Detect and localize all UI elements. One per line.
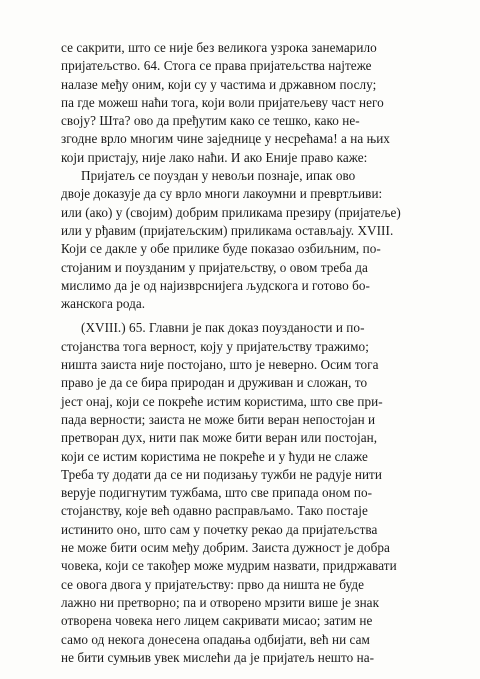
text-line: згодне врло многим чине заједнице у несрећама! а на њих	[61, 131, 390, 147]
text-line: своју? Шта? ово да пређутим како се тешко, како не-	[61, 113, 360, 129]
text-line: стојанства тога верност, коју у пријатељству тражимо;	[61, 338, 369, 354]
text-line: или (ако) у (својим) добрим приликама презиру (пријатеље)	[61, 204, 401, 220]
text-line: двоје доказује да су врло многи лакоумни и превртљиви:	[61, 186, 383, 202]
text-line: отворена човека него лицем сакривати мисао; затим не	[61, 613, 373, 629]
text-line: ништа заиста није постојано, што је неверно. Осим тога	[61, 357, 379, 373]
text-line: који пристају, није лако наћи. И ако Еније право каже:	[61, 149, 368, 165]
text-line: жанскога рода.	[61, 296, 146, 312]
text-line: само од некога донесена опадања одбијати, већ ни сам	[61, 631, 370, 647]
text-line: не може бити осим међу добрим. Заиста дужност је добра	[61, 540, 390, 556]
text-line: стојаним и поузданим у пријатељству, о овом треба да	[61, 259, 368, 275]
text-line: јест онај, који се покреће истим користима, што све при-	[61, 393, 383, 409]
text-line: пријатељство. 64. Стога се права пријатељства најтеже	[61, 58, 372, 74]
text-line: стојанству, које већ одавно расправљамо. Тако постаје	[61, 503, 368, 519]
text-line: Пријатељ се поуздан у невољи познаје, ипак ово	[81, 168, 356, 184]
text-line: верује подигнутим тужбама, што све припада оном по-	[61, 485, 373, 501]
text-line: право је да се бира природан и друживан и сложан, то	[61, 375, 368, 391]
text-line: који се истим користима не покреће и у ћуди не слаже	[61, 448, 368, 464]
text-line: Који се дакле у обе прилике буде показао озбиљним, по-	[61, 241, 381, 257]
text-line: мислимо да је од најизврснијега људскога и готово бо-	[61, 277, 370, 293]
text-line: налазе међу оним, који су у частима и државном послу;	[61, 76, 377, 92]
text-line: истинито оно, што сам у почетку рекао да пријатељства	[61, 521, 378, 537]
text-line: (XVIII.) 65. Главни је пак доказ поузданости и по-	[81, 320, 365, 336]
text-line: или у рђавим (пријатељским) приликама остављају. XVIII.	[61, 222, 394, 238]
text-line: се овога двога у пријатељству: прво да ништа не буде	[61, 576, 365, 592]
text-line: човека, који се такођер може мудрим назвати, придржавати	[61, 558, 397, 574]
text-line: лажно ни претворно; па и отворено мрзити више је знак	[61, 594, 380, 610]
page-text	[61, 39, 421, 667]
text-line: пада верности; заиста не може бити веран непостојан и	[61, 411, 376, 427]
text-line: се сакрити, што се није без великога узрока занемарило	[61, 40, 377, 55]
text-line: претворан дух, нити пак може бити веран или постојан,	[61, 430, 378, 446]
text-line: па где можеш наћи тога, који воли пријатељеву част него	[61, 94, 384, 110]
text-line: не бити сумњив увек мислећи да је пријатељ нешто на-	[61, 649, 375, 665]
text-line: Треба ту додати да се ни подизању тужби не радује нити	[61, 466, 382, 482]
